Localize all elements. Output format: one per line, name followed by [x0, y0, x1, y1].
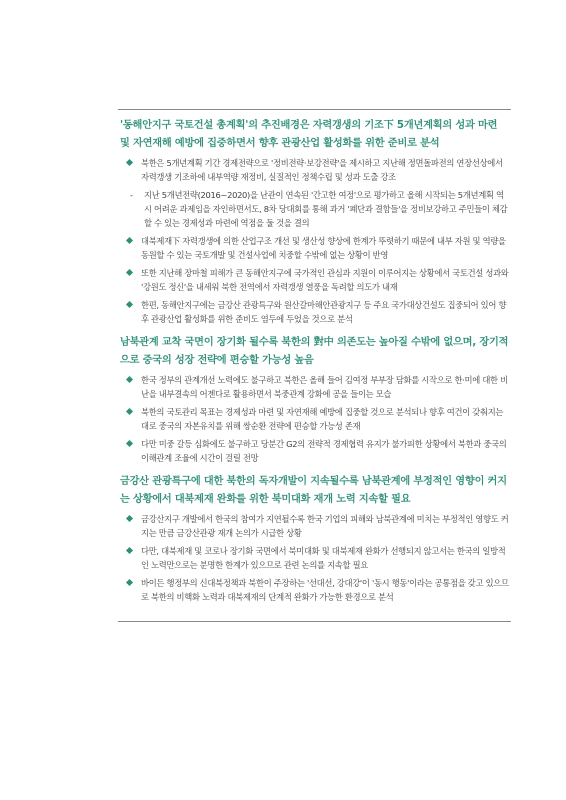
bullet-icon	[126, 515, 133, 522]
bullet-icon	[126, 579, 133, 586]
section-heading: 금강산 관광특구에 대한 북한의 독자개발이 지속될수록 남북관계에 부정적인 영향이 커지는 상황에서 대북제재 완화를 위한 북미대화 재개 노력 지속할 필요	[120, 476, 507, 505]
bullet-icon	[126, 376, 133, 383]
dash-icon: -	[130, 190, 133, 200]
bullet-item	[120, 576, 510, 604]
bullet-text: 바이든 행정부의 신대북정책과 북한이 주장하는 '선대선, 강대강'이 '동시 행동'이라는 공통점을 갖고 있으므로 북한의 비핵화 노력과 대북제재의 단계적 완화가 가능한 환경으로 분석	[141, 578, 509, 602]
bullet-item	[120, 298, 510, 326]
bullet-item	[120, 544, 510, 572]
section-heading: 남북관계 교착 국면이 장기화 될수록 북한의 對中 의존도는 높아질 수밖에 없으며, 장기적으로 중국의 성장 전략에 편승할 가능성 높음	[120, 337, 509, 366]
bullet-text: 한국 정부의 관계개선 노력에도 불구하고 북한은 올해 들어 김여정 부부장 담화를 시작으로 한·미에 대한 비난을 내부결속의 어젠다로 활용하면서 북중관계 강화에 공을 들이는 모습	[141, 375, 508, 399]
bullet-item	[120, 266, 510, 294]
section-1	[120, 117, 510, 326]
bullet-item	[120, 373, 510, 401]
sub-item	[120, 188, 510, 230]
bullet-icon	[126, 159, 133, 166]
bullet-item	[120, 156, 510, 184]
bottom-divider	[118, 621, 511, 622]
document-body	[120, 117, 510, 612]
bullet-text: 금강산지구 개발에서 한국의 참여가 지연될수록 한국 기업의 피해와 남북관계에 미치는 부정적인 영향도 커지는 만큼 금강산관광 재개 논의가 시급한 상황	[141, 514, 509, 538]
section-2	[120, 334, 510, 465]
bullet-item	[120, 512, 510, 540]
bullet-icon	[126, 237, 133, 244]
section-heading: '동해안지구 국토건설 총계획'의 추진배경은 자력갱생의 기조下 5개년계획의 성과 마련 및 자연재해 예방에 집중하면서 향후 관광산업 활성화를 위한 준비로 분석	[120, 120, 498, 149]
bullet-icon	[126, 440, 133, 447]
bullet-text: 또한 지난해 장마철 피해가 큰 동해안지구에 국가적인 관심과 지원이 이루어지는 상황에서 국토건설 성과와 '강원도 정신'을 내세워 북한 전역에서 자력갱생 열풍을 독려할 의도가 내재	[141, 268, 509, 292]
bullet-icon	[126, 269, 133, 276]
bullet-text: 대북제재下 자력갱생에 의한 산업구조 개선 및 생산성 향상에 한계가 뚜렷하기 때문에 내부 자원 및 역량을 동원할 수 있는 국토개발 및 건설사업에 치중할 수밖에 없는 상황이 반영	[141, 236, 506, 260]
bullet-text: 한편, 동해안지구에는 금강산 관광특구와 원산갈마해안관광지구 등 주요 국가대상건설도 집중되어 있어 향후 관광산업 활성화를 위한 준비도 염두에 두었을 것으로 분석	[141, 300, 507, 324]
sub-item-text: 지난 5개년전략(2016~2020)을 난관이 연속된 '간고한 여정'으로 평가하고 올해 시작되는 5개년계획 역시 어려운 과제임을 자인하면서도, 8차 당대회를 통해 과거 '폐단과 결함들'을 정비보강하고 주민들이 체감할 수 있는 경제성과 마련에 역점을 둘 것을 결의	[144, 190, 508, 228]
bullet-item	[120, 437, 510, 465]
bullet-icon	[126, 547, 133, 554]
bullet-text: 북한의 국토관리 목표는 경제성과 마련 및 자연재해 예방에 집중할 것으로 분석되나 향후 여건이 갖춰지는 대로 중국의 자본유치를 위해 쌍순환 전략에 편승할 가능성 존재	[141, 407, 504, 431]
bullet-text: 다만 미중 갈등 심화에도 불구하고 당분간 G2의 전략적 경제협력 유지가 불가피한 상황에서 북한과 중국의 이해관계 조율에 시간이 걸릴 전망	[141, 439, 507, 463]
bullet-item	[120, 234, 510, 262]
bullet-icon	[126, 408, 133, 415]
bullet-item	[120, 405, 510, 433]
bullet-icon	[126, 301, 133, 308]
bullet-text: 북한은 5개년계획 기간 경제전략으로 '정비전략·보강전략'을 제시하고 지난해 정면돌파전의 연장선상에서 자력갱생 기조하에 내부역량 재정비, 실질적인 정책수립 및 성과 도출 강조	[141, 158, 503, 182]
top-divider	[118, 109, 511, 110]
section-3	[120, 473, 510, 604]
bullet-text: 다만, 대북제재 및 코로나 장기화 국면에서 북미대화 및 대북제재 완화가 선행되지 않고서는 한국의 일방적인 노력만으로는 분명한 한계가 있으므로 관련 논의를 지속할 필요	[141, 546, 506, 570]
